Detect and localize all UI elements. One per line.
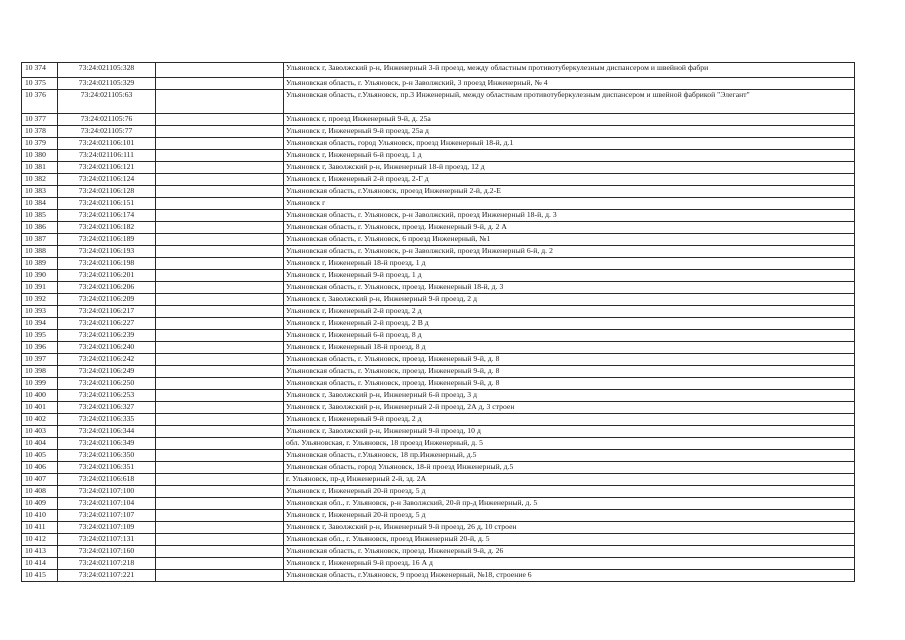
row-number-cell: 10 395 [22, 330, 58, 342]
table-row [22, 510, 855, 522]
cadastral-number-cell: 73:24:021106:193 [58, 246, 156, 258]
cadastral-number-cell: 73:24:021106:201 [58, 270, 156, 282]
empty-cell [156, 570, 284, 582]
row-number-cell: 10 389 [22, 258, 58, 270]
table-row [22, 378, 855, 390]
address-cell: Ульяновск г, Инженерный 6-й проезд, 8 д [284, 330, 855, 342]
row-number-cell: 10 379 [22, 138, 58, 150]
address-cell: Ульяновск г, Инженерный 2-й проезд, 2 д [284, 306, 855, 318]
address-cell: Ульяновск г, Инженерный 9-й проезд, 1 д [284, 270, 855, 282]
table-row [22, 258, 855, 270]
cadastral-number-cell: 73:24:021106:227 [58, 318, 156, 330]
table-body [22, 63, 855, 582]
row-number-cell: 10 381 [22, 162, 58, 174]
table-row [22, 138, 855, 150]
empty-cell [156, 306, 284, 318]
table-row [22, 306, 855, 318]
address-cell: Ульяновская область, г.Ульяновск, проезд Инженерный 2-й, д.2-Е [284, 186, 855, 198]
table-row [22, 318, 855, 330]
address-cell: Ульяновская область, г. Ульяновск, проезд. Инженерный 9-й, д. 8 [284, 354, 855, 366]
row-number-cell: 10 386 [22, 222, 58, 234]
cadastral-number-cell: 73:24:021105:76 [58, 114, 156, 126]
address-cell: Ульяновская область, г. Ульяновск, р-н Заволжский, 3 проезд Инженерный, № 4 [284, 78, 855, 90]
empty-cell [156, 246, 284, 258]
cadastral-number-cell: 73:24:021106:101 [58, 138, 156, 150]
cadastral-number-cell: 73:24:021106:174 [58, 210, 156, 222]
table-row [22, 450, 855, 462]
row-number-cell: 10 382 [22, 174, 58, 186]
cadastral-number-cell: 73:24:021106:335 [58, 414, 156, 426]
row-number-cell: 10 407 [22, 474, 58, 486]
cadastral-number-cell: 73:24:021106:351 [58, 462, 156, 474]
empty-cell [156, 462, 284, 474]
cadastral-number-cell: 73:24:021106:349 [58, 438, 156, 450]
table-row [22, 126, 855, 138]
address-cell: Ульяновская область, город Ульяновск, проезд Инженерный 18-й, д.1 [284, 138, 855, 150]
row-number-cell: 10 413 [22, 546, 58, 558]
row-number-cell: 10 378 [22, 126, 58, 138]
address-cell: Ульяновская область, г. Ульяновск, проезд. Инженерный 9-й, д. 8 [284, 378, 855, 390]
empty-cell [156, 222, 284, 234]
row-number-cell: 10 374 [22, 63, 58, 78]
empty-cell [156, 63, 284, 78]
table-row [22, 486, 855, 498]
empty-cell [156, 354, 284, 366]
empty-cell [156, 438, 284, 450]
row-number-cell: 10 399 [22, 378, 58, 390]
address-cell: Ульяновск г, Заволжский р-н, Инженерный 6-й проезд, 3 д [284, 390, 855, 402]
cadastral-number-cell: 73:24:021107:131 [58, 534, 156, 546]
cadastral-register-table [21, 62, 855, 582]
table-row [22, 78, 855, 90]
empty-cell [156, 258, 284, 270]
row-number-cell: 10 409 [22, 498, 58, 510]
row-number-cell: 10 388 [22, 246, 58, 258]
address-cell: Ульяновск г, Инженерный 20-й проезд, 5 д [284, 510, 855, 522]
row-number-cell: 10 394 [22, 318, 58, 330]
address-cell: Ульяновск г, Инженерный 20-й проезд, 5 д [284, 486, 855, 498]
address-cell: Ульяновская область, г. Ульяновск, 6 проезд Инженерный, №1 [284, 234, 855, 246]
table-row [22, 186, 855, 198]
empty-cell [156, 330, 284, 342]
row-number-cell: 10 403 [22, 426, 58, 438]
cadastral-number-cell: 73:24:021106:111 [58, 150, 156, 162]
empty-cell [156, 378, 284, 390]
table-row [22, 570, 855, 582]
table-row [22, 330, 855, 342]
address-cell: Ульяновск г, Заволжский р-н, Инженерный 9-й проезд, 26 д, 10 строен [284, 522, 855, 534]
address-cell: Ульяновск г, Заволжский р-н, Инженерный 2-й проезд, 2А д, 3 строен [284, 402, 855, 414]
empty-cell [156, 234, 284, 246]
table-row [22, 246, 855, 258]
row-number-cell: 10 408 [22, 486, 58, 498]
table-row [22, 366, 855, 378]
cadastral-number-cell: 73:24:021106:344 [58, 426, 156, 438]
table-row [22, 474, 855, 486]
empty-cell [156, 126, 284, 138]
row-number-cell: 10 377 [22, 114, 58, 126]
cadastral-number-cell: 73:24:021106:121 [58, 162, 156, 174]
cadastral-number-cell: 73:24:021106:242 [58, 354, 156, 366]
address-cell: Ульяновская область, г. Ульяновск, проезд. Инженерный 18-й, д. 3 [284, 282, 855, 294]
empty-cell [156, 270, 284, 282]
row-number-cell: 10 397 [22, 354, 58, 366]
table-row [22, 558, 855, 570]
cadastral-number-cell: 73:24:021105:328 [58, 63, 156, 78]
empty-cell [156, 282, 284, 294]
address-cell: Ульяновская область, г.Ульяновск, 9 проезд Инженерный, №18, строение 6 [284, 570, 855, 582]
empty-cell [156, 366, 284, 378]
row-number-cell: 10 396 [22, 342, 58, 354]
table-row [22, 354, 855, 366]
address-cell: Ульяновская область, г. Ульяновск, р-н Заволжский, проезд Инженерный 6-й, д. 2 [284, 246, 855, 258]
address-cell: Ульяновская область, г. Ульяновск, проезд. Инженерный 9-й, д. 26 [284, 546, 855, 558]
row-number-cell: 10 400 [22, 390, 58, 402]
address-cell: Ульяновск г, Заволжский р-н, Инженерный 9-й проезд, 10 д [284, 426, 855, 438]
cadastral-number-cell: 73:24:021106:327 [58, 402, 156, 414]
row-number-cell: 10 404 [22, 438, 58, 450]
cadastral-number-cell: 73:24:021107:107 [58, 510, 156, 522]
table-row [22, 414, 855, 426]
table-row [22, 462, 855, 474]
table-row [22, 438, 855, 450]
empty-cell [156, 390, 284, 402]
address-cell: Ульяновск г, Инженерный 6-й проезд, 1 д [284, 150, 855, 162]
row-number-cell: 10 415 [22, 570, 58, 582]
table-row [22, 498, 855, 510]
cadastral-number-cell: 73:24:021107:104 [58, 498, 156, 510]
address-cell: Ульяновск г, Инженерный 2-й проезд, 2-Г д [284, 174, 855, 186]
address-cell: обл. Ульяновская, г. Ульяновск, 18 проезд Инженерный, д. 5 [284, 438, 855, 450]
row-number-cell: 10 384 [22, 198, 58, 210]
cadastral-number-cell: 73:24:021106:189 [58, 234, 156, 246]
empty-cell [156, 198, 284, 210]
address-cell: Ульяновская область, город Ульяновск, 18-й проезд Инженерный, д.5 [284, 462, 855, 474]
table-row [22, 534, 855, 546]
cadastral-number-cell: 73:24:021106:124 [58, 174, 156, 186]
cadastral-number-cell: 73:24:021105:329 [58, 78, 156, 90]
address-cell: Ульяновск г, Инженерный 18-й проезд, 1 д [284, 258, 855, 270]
cadastral-number-cell: 73:24:021106:209 [58, 294, 156, 306]
table-row [22, 222, 855, 234]
row-number-cell: 10 375 [22, 78, 58, 90]
empty-cell [156, 318, 284, 330]
row-number-cell: 10 376 [22, 90, 58, 114]
table-row [22, 402, 855, 414]
table-row [22, 90, 855, 114]
empty-cell [156, 90, 284, 114]
empty-cell [156, 342, 284, 354]
address-cell: Ульяновская обл., г. Ульяновск, р-н Заволжский, 20-й пр-д Инженерный, д. 5 [284, 498, 855, 510]
row-number-cell: 10 380 [22, 150, 58, 162]
table-row [22, 522, 855, 534]
row-number-cell: 10 393 [22, 306, 58, 318]
cadastral-number-cell: 73:24:021107:221 [58, 570, 156, 582]
address-cell: Ульяновская область, г. Ульяновск, р-н Заволжский, проезд Инженерный 18-й, д. 3 [284, 210, 855, 222]
table-row [22, 210, 855, 222]
empty-cell [156, 402, 284, 414]
empty-cell [156, 162, 284, 174]
row-number-cell: 10 385 [22, 210, 58, 222]
cadastral-number-cell: 73:24:021106:239 [58, 330, 156, 342]
empty-cell [156, 450, 284, 462]
address-cell: Ульяновск г, проезд Инженерный 9-й, д. 25а [284, 114, 855, 126]
address-cell: Ульяновск г, Инженерный 2-й проезд, 2 В д [284, 318, 855, 330]
empty-cell [156, 510, 284, 522]
table-row [22, 114, 855, 126]
cadastral-number-cell: 73:24:021106:206 [58, 282, 156, 294]
row-number-cell: 10 383 [22, 186, 58, 198]
table-row [22, 174, 855, 186]
empty-cell [156, 474, 284, 486]
table-row [22, 390, 855, 402]
table-row [22, 150, 855, 162]
cadastral-number-cell: 73:24:021106:249 [58, 366, 156, 378]
cadastral-number-cell: 73:24:021106:618 [58, 474, 156, 486]
address-cell: Ульяновск г, Инженерный 9-й проезд, 2 д [284, 414, 855, 426]
empty-cell [156, 150, 284, 162]
table-row [22, 198, 855, 210]
cadastral-number-cell: 73:24:021107:160 [58, 546, 156, 558]
empty-cell [156, 138, 284, 150]
cadastral-number-cell: 73:24:021107:109 [58, 522, 156, 534]
row-number-cell: 10 387 [22, 234, 58, 246]
empty-cell [156, 498, 284, 510]
table-row [22, 63, 855, 78]
row-number-cell: 10 405 [22, 450, 58, 462]
cadastral-number-cell: 73:24:021107:218 [58, 558, 156, 570]
empty-cell [156, 294, 284, 306]
cadastral-number-cell: 73:24:021106:182 [58, 222, 156, 234]
address-cell: Ульяновск г, Инженерный 9-й проезд, 25а д [284, 126, 855, 138]
cadastral-number-cell: 73:24:021106:240 [58, 342, 156, 354]
empty-cell [156, 546, 284, 558]
cadastral-number-cell: 73:24:021106:128 [58, 186, 156, 198]
empty-cell [156, 414, 284, 426]
cadastral-number-cell: 73:24:021106:250 [58, 378, 156, 390]
row-number-cell: 10 414 [22, 558, 58, 570]
table-row [22, 162, 855, 174]
address-cell: Ульяновская область, г. Ульяновск, проезд. Инженерный 9-й, д. 8 [284, 366, 855, 378]
empty-cell [156, 534, 284, 546]
cadastral-number-cell: 73:24:021106:151 [58, 198, 156, 210]
address-cell: Ульяновск г, Инженерный 18-й проезд, 8 д [284, 342, 855, 354]
row-number-cell: 10 392 [22, 294, 58, 306]
table-row [22, 426, 855, 438]
row-number-cell: 10 410 [22, 510, 58, 522]
cadastral-number-cell: 73:24:021105:77 [58, 126, 156, 138]
empty-cell [156, 486, 284, 498]
empty-cell [156, 426, 284, 438]
row-number-cell: 10 398 [22, 366, 58, 378]
row-number-cell: 10 402 [22, 414, 58, 426]
row-number-cell: 10 390 [22, 270, 58, 282]
cadastral-number-cell: 73:24:021106:198 [58, 258, 156, 270]
cadastral-number-cell: 73:24:021106:350 [58, 450, 156, 462]
row-number-cell: 10 412 [22, 534, 58, 546]
empty-cell [156, 522, 284, 534]
table-row [22, 234, 855, 246]
cadastral-number-cell: 73:24:021106:253 [58, 390, 156, 402]
address-cell: Ульяновская область, г.Ульяновск, пр.3 Инженерный, между областным противотуберкулезным диспансером и швейной фабрикой "Элегант" [284, 90, 855, 114]
empty-cell [156, 186, 284, 198]
empty-cell [156, 174, 284, 186]
address-cell: Ульяновск г, Заволжский р-н, Инженерный 3-й проезд, между областным противотуберкулезным диспансером и швейной фабри [284, 63, 855, 78]
table-row [22, 270, 855, 282]
empty-cell [156, 210, 284, 222]
cadastral-number-cell: 73:24:021105:63 [58, 90, 156, 114]
row-number-cell: 10 391 [22, 282, 58, 294]
address-cell: Ульяновск г [284, 198, 855, 210]
empty-cell [156, 78, 284, 90]
row-number-cell: 10 401 [22, 402, 58, 414]
cadastral-number-cell: 73:24:021106:217 [58, 306, 156, 318]
table-row [22, 342, 855, 354]
address-cell: Ульяновская область, г.Ульяновск, 18 пр.Инженерный, д.5 [284, 450, 855, 462]
address-cell: Ульяновская область, г. Ульяновск, проезд. Инженерный 9-й, д. 2 А [284, 222, 855, 234]
table-row [22, 294, 855, 306]
table-row [22, 546, 855, 558]
address-cell: Ульяновск г, Заволжский р-н, Инженерный 9-й проезд, 2 д [284, 294, 855, 306]
address-cell: Ульяновск г, Инженерный 9-й проезд, 16 А д [284, 558, 855, 570]
address-cell: Ульяновская обл., г. Ульяновск, проезд Инженерный 20-й, д. 5 [284, 534, 855, 546]
empty-cell [156, 114, 284, 126]
cadastral-number-cell: 73:24:021107:100 [58, 486, 156, 498]
table-row [22, 282, 855, 294]
address-cell: Ульяновск г, Заволжский р-н, Инженерный 18-й проезд, 12 д [284, 162, 855, 174]
row-number-cell: 10 406 [22, 462, 58, 474]
address-cell: г. Ульяновск, пр-д Инженерный 2-й, зд. 2А [284, 474, 855, 486]
empty-cell [156, 558, 284, 570]
row-number-cell: 10 411 [22, 522, 58, 534]
